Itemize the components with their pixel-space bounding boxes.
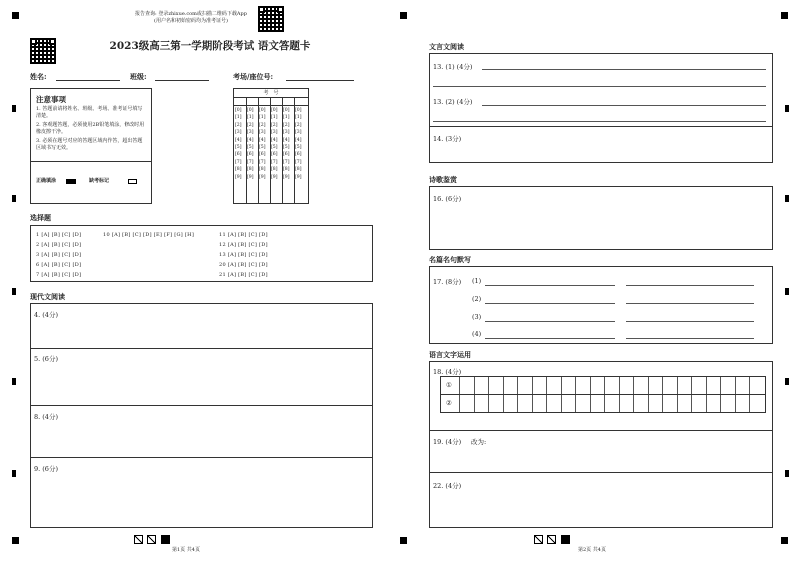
grid-cell[interactable] (532, 395, 546, 412)
poetry-answer-box[interactable] (429, 186, 773, 250)
choice-row[interactable]: 12 [A] [B] [C] [D] (219, 242, 268, 248)
exam-id-digit[interactable]: [2] (271, 122, 278, 128)
question-label: 16. (6分) (433, 195, 462, 203)
exam-id-digit[interactable]: [1] (259, 115, 266, 121)
exam-id-digit[interactable]: [2] (295, 122, 302, 128)
exam-id-digit[interactable]: [5] (271, 145, 278, 151)
exam-id-digit[interactable]: [9] (283, 174, 290, 180)
corner-mark (12, 12, 19, 19)
question-label: 4. (4分) (34, 311, 58, 319)
answer-line[interactable] (485, 303, 615, 304)
exam-id-digit[interactable]: [4] (235, 137, 242, 143)
exam-id-digit[interactable]: [7] (271, 159, 278, 165)
grid-cell[interactable] (517, 377, 531, 394)
divider (31, 405, 372, 406)
timing-mark (785, 470, 789, 477)
exam-id-digit[interactable]: [8] (235, 167, 242, 173)
grid-cell[interactable] (619, 377, 633, 394)
attention-title: 注意事项 (36, 95, 66, 104)
grid-cell[interactable] (517, 395, 531, 412)
exam-id-digit[interactable]: [2] (259, 122, 266, 128)
answer-line[interactable] (482, 69, 766, 70)
corner-mark (12, 537, 19, 544)
notice-line: 报告查询: 登录zhixue.com或扫描二维码下载App (135, 11, 247, 17)
classical-answer-box[interactable] (429, 53, 773, 163)
question-label: 22. (4分) (433, 482, 462, 490)
grid-cell[interactable] (691, 377, 705, 394)
modern-title: 现代文阅读 (30, 292, 65, 301)
exam-id-digit[interactable]: [3] (235, 130, 242, 136)
corner-mark (400, 12, 407, 19)
answer-line[interactable] (433, 121, 766, 122)
exam-id-digit[interactable]: [5] (283, 145, 290, 151)
page-check-icon (534, 535, 543, 544)
grid-cell[interactable] (459, 377, 473, 394)
exam-id-digit[interactable]: [9] (259, 174, 266, 180)
exam-id-digit[interactable]: [9] (271, 174, 278, 180)
answer-line[interactable] (626, 338, 754, 339)
class-field[interactable] (155, 80, 209, 81)
exam-id-digit[interactable]: [8] (259, 167, 266, 173)
grid-cell[interactable] (648, 377, 662, 394)
exam-id-column[interactable] (247, 107, 254, 181)
answer-line[interactable] (433, 86, 766, 87)
choice-row[interactable]: 1 [A] [B] [C] [D] (36, 232, 82, 238)
question-label: 13. (1) (4分) (433, 63, 473, 71)
choice-row[interactable]: 21 [A] [B] [C] [D] (219, 272, 268, 278)
class-label: 班级: (130, 72, 147, 81)
grid-cell[interactable] (474, 395, 488, 412)
exam-id-digit[interactable]: [0] (259, 108, 266, 113)
attention-item: 3. 必须在题号对应的答题区域内作答，超出答题区域书写无效。 (36, 138, 143, 151)
grid-cell[interactable] (590, 377, 604, 394)
exam-id-digit[interactable]: [2] (247, 122, 254, 128)
exam-id-digit[interactable]: [7] (259, 159, 266, 165)
page-number: 第2页 共4页 (578, 547, 606, 553)
question-label: 14. (3分) (433, 135, 462, 143)
exam-id-digit[interactable]: [5] (295, 145, 302, 151)
divider (430, 472, 772, 473)
grid-cell[interactable] (546, 395, 560, 412)
grid-cell[interactable] (503, 377, 517, 394)
grid-cell[interactable] (488, 395, 502, 412)
answer-line[interactable] (485, 285, 615, 286)
grid-cell[interactable] (749, 395, 763, 412)
page-fill-mark (561, 535, 570, 544)
exam-id-digit[interactable]: [1] (283, 115, 290, 121)
exam-id-digit[interactable]: [9] (235, 174, 242, 180)
correction-label: 改为: (471, 438, 487, 446)
grid-cell[interactable] (561, 395, 575, 412)
exam-id-digit[interactable]: [7] (283, 159, 290, 165)
choice-row[interactable]: 11 [A] [B] [C] [D] (219, 232, 268, 238)
choice-row[interactable]: 6 [A] [B] [C] [D] (36, 262, 82, 268)
attention-item: 1. 答题前请将姓名、班级、考场、准考证号填写清楚。 (36, 106, 143, 119)
exam-id-digit[interactable]: [4] (295, 137, 302, 143)
question-label: 5. (6分) (34, 355, 58, 363)
grid-cell[interactable] (648, 395, 662, 412)
exam-id-digit[interactable]: [8] (247, 167, 254, 173)
question-label: 18. (4分) (433, 368, 462, 376)
attention-item: 2. 客观题答题，必须使用2B铅笔填涂，修改时用橡皮擦干净。 (36, 122, 145, 135)
writing-grid[interactable] (440, 376, 766, 413)
notice-line: (用户名和初始密码均为准考证号) (154, 18, 228, 24)
qr-code-icon (258, 6, 284, 32)
exam-id-column[interactable] (283, 107, 290, 181)
exam-id-digit[interactable]: [8] (283, 167, 290, 173)
exam-id-digit[interactable]: [5] (259, 145, 266, 151)
exam-id-digit[interactable]: [5] (235, 145, 242, 151)
dictation-title: 名篇名句默写 (429, 255, 471, 264)
exam-id-column[interactable] (259, 107, 266, 181)
divider (430, 126, 772, 127)
timing-mark (785, 288, 789, 295)
dictation-answer-box[interactable] (429, 266, 773, 344)
exam-id-digit[interactable]: [6] (247, 152, 254, 158)
grid-cell[interactable] (720, 395, 734, 412)
answer-line[interactable] (485, 321, 615, 322)
choice-title: 选择题 (30, 213, 51, 222)
choice-row[interactable]: 3 [A] [B] [C] [D] (36, 252, 82, 258)
grid-cell[interactable] (575, 395, 589, 412)
grid-cell[interactable] (459, 395, 473, 412)
question-label: 13. (2) (4分) (433, 98, 473, 106)
exam-id-digit[interactable]: [5] (247, 145, 254, 151)
row-marker: ② (446, 399, 452, 407)
exam-id-digit[interactable]: [1] (247, 115, 254, 121)
timing-mark (12, 195, 16, 202)
poetry-title: 诗歌鉴赏 (429, 175, 457, 184)
page-check-icon (147, 535, 156, 544)
exam-id-digit[interactable]: [1] (295, 115, 302, 121)
timing-mark (12, 105, 16, 112)
sub-question-label: (1) (472, 277, 482, 285)
grid-cell[interactable] (633, 377, 647, 394)
exam-id-digit[interactable]: [6] (283, 152, 290, 158)
exam-id-digit[interactable]: [0] (247, 108, 254, 113)
corner-mark (781, 537, 788, 544)
grid-cell[interactable] (604, 395, 618, 412)
question-label: 17. (8分) (433, 278, 462, 286)
grid-cell[interactable] (677, 395, 691, 412)
exam-id-digit[interactable]: [8] (271, 167, 278, 173)
answer-line[interactable] (626, 303, 754, 304)
exam-id-digit[interactable]: [6] (271, 152, 278, 158)
grid-cell[interactable] (604, 377, 618, 394)
timing-mark (12, 378, 16, 385)
corner-mark (781, 12, 788, 19)
exam-id-digit[interactable]: [7] (247, 159, 254, 165)
correct-fill-label: 正确填涂 (36, 178, 57, 184)
timing-mark (785, 195, 789, 202)
grid-cell[interactable] (575, 377, 589, 394)
exam-id-digit[interactable]: [4] (271, 137, 278, 143)
grid-cell[interactable] (488, 377, 502, 394)
exam-id-digit[interactable]: [8] (295, 167, 302, 173)
exam-id-digit[interactable]: [3] (295, 130, 302, 136)
choice-row[interactable]: 7 [A] [B] [C] [D] (36, 272, 82, 278)
timing-mark (785, 105, 789, 112)
name-field[interactable] (56, 80, 120, 81)
grid-cell[interactable] (720, 377, 734, 394)
page-check-icon (547, 535, 556, 544)
sub-question-label: (2) (472, 295, 482, 303)
grid-cell[interactable] (474, 377, 488, 394)
exam-id-digit[interactable]: [4] (283, 137, 290, 143)
exam-id-digit[interactable]: [3] (259, 130, 266, 136)
sub-question-label: (3) (472, 313, 482, 321)
classical-title: 文言文阅读 (429, 42, 464, 51)
question-label: 9. (6分) (34, 465, 58, 473)
exam-id-grid (233, 88, 309, 204)
grid-cell[interactable] (561, 377, 575, 394)
room-label: 考场/座位号: (233, 72, 274, 81)
qr-code-icon (30, 38, 56, 64)
grid-cell[interactable] (590, 395, 604, 412)
grid-cell[interactable] (706, 377, 720, 394)
exam-id-digit[interactable]: [2] (283, 122, 290, 128)
absent-mark-box[interactable] (128, 179, 137, 184)
divider (31, 348, 372, 349)
corner-mark (400, 537, 407, 544)
row-marker: ① (446, 381, 452, 389)
exam-id-digit[interactable]: [0] (283, 108, 290, 113)
exam-id-digit[interactable]: [3] (247, 130, 254, 136)
page-check-icon (134, 535, 143, 544)
grid-cell[interactable] (633, 395, 647, 412)
grid-cell[interactable] (532, 377, 546, 394)
divider (31, 161, 151, 162)
grid-cell[interactable] (691, 395, 705, 412)
room-field[interactable] (286, 80, 354, 81)
answer-line[interactable] (482, 105, 766, 106)
report-notice (116, 11, 266, 25)
grid-cell[interactable] (662, 395, 676, 412)
exam-id-digit[interactable]: [6] (259, 152, 266, 158)
divider (31, 457, 372, 458)
grid-cell[interactable] (735, 377, 749, 394)
exam-id-digit[interactable]: [0] (235, 108, 242, 113)
divider (430, 430, 772, 431)
grid-cell[interactable] (619, 395, 633, 412)
timing-mark (12, 470, 16, 477)
exam-id-digit[interactable]: [4] (259, 137, 266, 143)
answer-line[interactable] (626, 321, 754, 322)
grid-cell[interactable] (546, 377, 560, 394)
grid-cell[interactable] (706, 395, 720, 412)
language-title: 语言文字运用 (429, 350, 471, 359)
grid-cell[interactable] (735, 395, 749, 412)
exam-id-digit[interactable]: [7] (235, 159, 242, 165)
answer-line[interactable] (626, 285, 754, 286)
answer-line[interactable] (485, 338, 615, 339)
timing-mark (12, 288, 16, 295)
exam-id-digit[interactable]: [3] (271, 130, 278, 136)
name-label: 姓名: (30, 72, 47, 81)
grid-cell[interactable] (503, 395, 517, 412)
correct-fill-sample (66, 179, 76, 184)
modern-answer-box[interactable] (30, 303, 373, 528)
timing-mark (785, 378, 789, 385)
question-label: 8. (4分) (34, 413, 58, 421)
exam-id-column[interactable] (271, 107, 278, 181)
exam-id-digit[interactable]: [9] (247, 174, 254, 180)
exam-id-digit[interactable]: [1] (235, 115, 242, 121)
exam-id-digit[interactable]: [7] (295, 159, 302, 165)
exam-id-digit[interactable]: [6] (235, 152, 242, 158)
page-title: 2023级高三第一学期阶段考试 语文答题卡 (109, 40, 311, 52)
choice-row[interactable]: 10 [A] [B] [C] [D] [E] [F] [G] [H] (103, 232, 195, 238)
exam-id-digit[interactable]: [2] (235, 122, 242, 128)
grid-cell[interactable] (677, 377, 691, 394)
absent-mark-label: 缺考标记 (89, 178, 110, 184)
attention-box (30, 88, 152, 204)
grid-cell[interactable] (749, 377, 763, 394)
exam-id-digit[interactable]: [1] (271, 115, 278, 121)
exam-id-digit[interactable]: [9] (295, 174, 302, 180)
choice-box (30, 225, 373, 282)
exam-id-column[interactable] (295, 107, 302, 181)
exam-id-header: 考 号 (263, 90, 279, 96)
exam-id-column[interactable] (235, 107, 242, 181)
exam-id-digit[interactable]: [3] (283, 130, 290, 136)
exam-id-digit[interactable]: [0] (295, 108, 302, 113)
grid-cell[interactable] (662, 377, 676, 394)
language-answer-box[interactable] (429, 361, 773, 528)
question-label: 19. (4分) (433, 438, 462, 446)
exam-id-digit[interactable]: [0] (271, 108, 278, 113)
choice-row[interactable]: 20 [A] [B] [C] [D] (219, 262, 268, 268)
page-fill-mark (161, 535, 170, 544)
sub-question-label: (4) (472, 330, 482, 338)
choice-row[interactable]: 2 [A] [B] [C] [D] (36, 242, 82, 248)
exam-id-digit[interactable]: [4] (247, 137, 254, 143)
exam-id-digit[interactable]: [6] (295, 152, 302, 158)
page-number: 第1页 共4页 (172, 547, 200, 553)
choice-row[interactable]: 13 [A] [B] [C] [D] (219, 252, 268, 258)
